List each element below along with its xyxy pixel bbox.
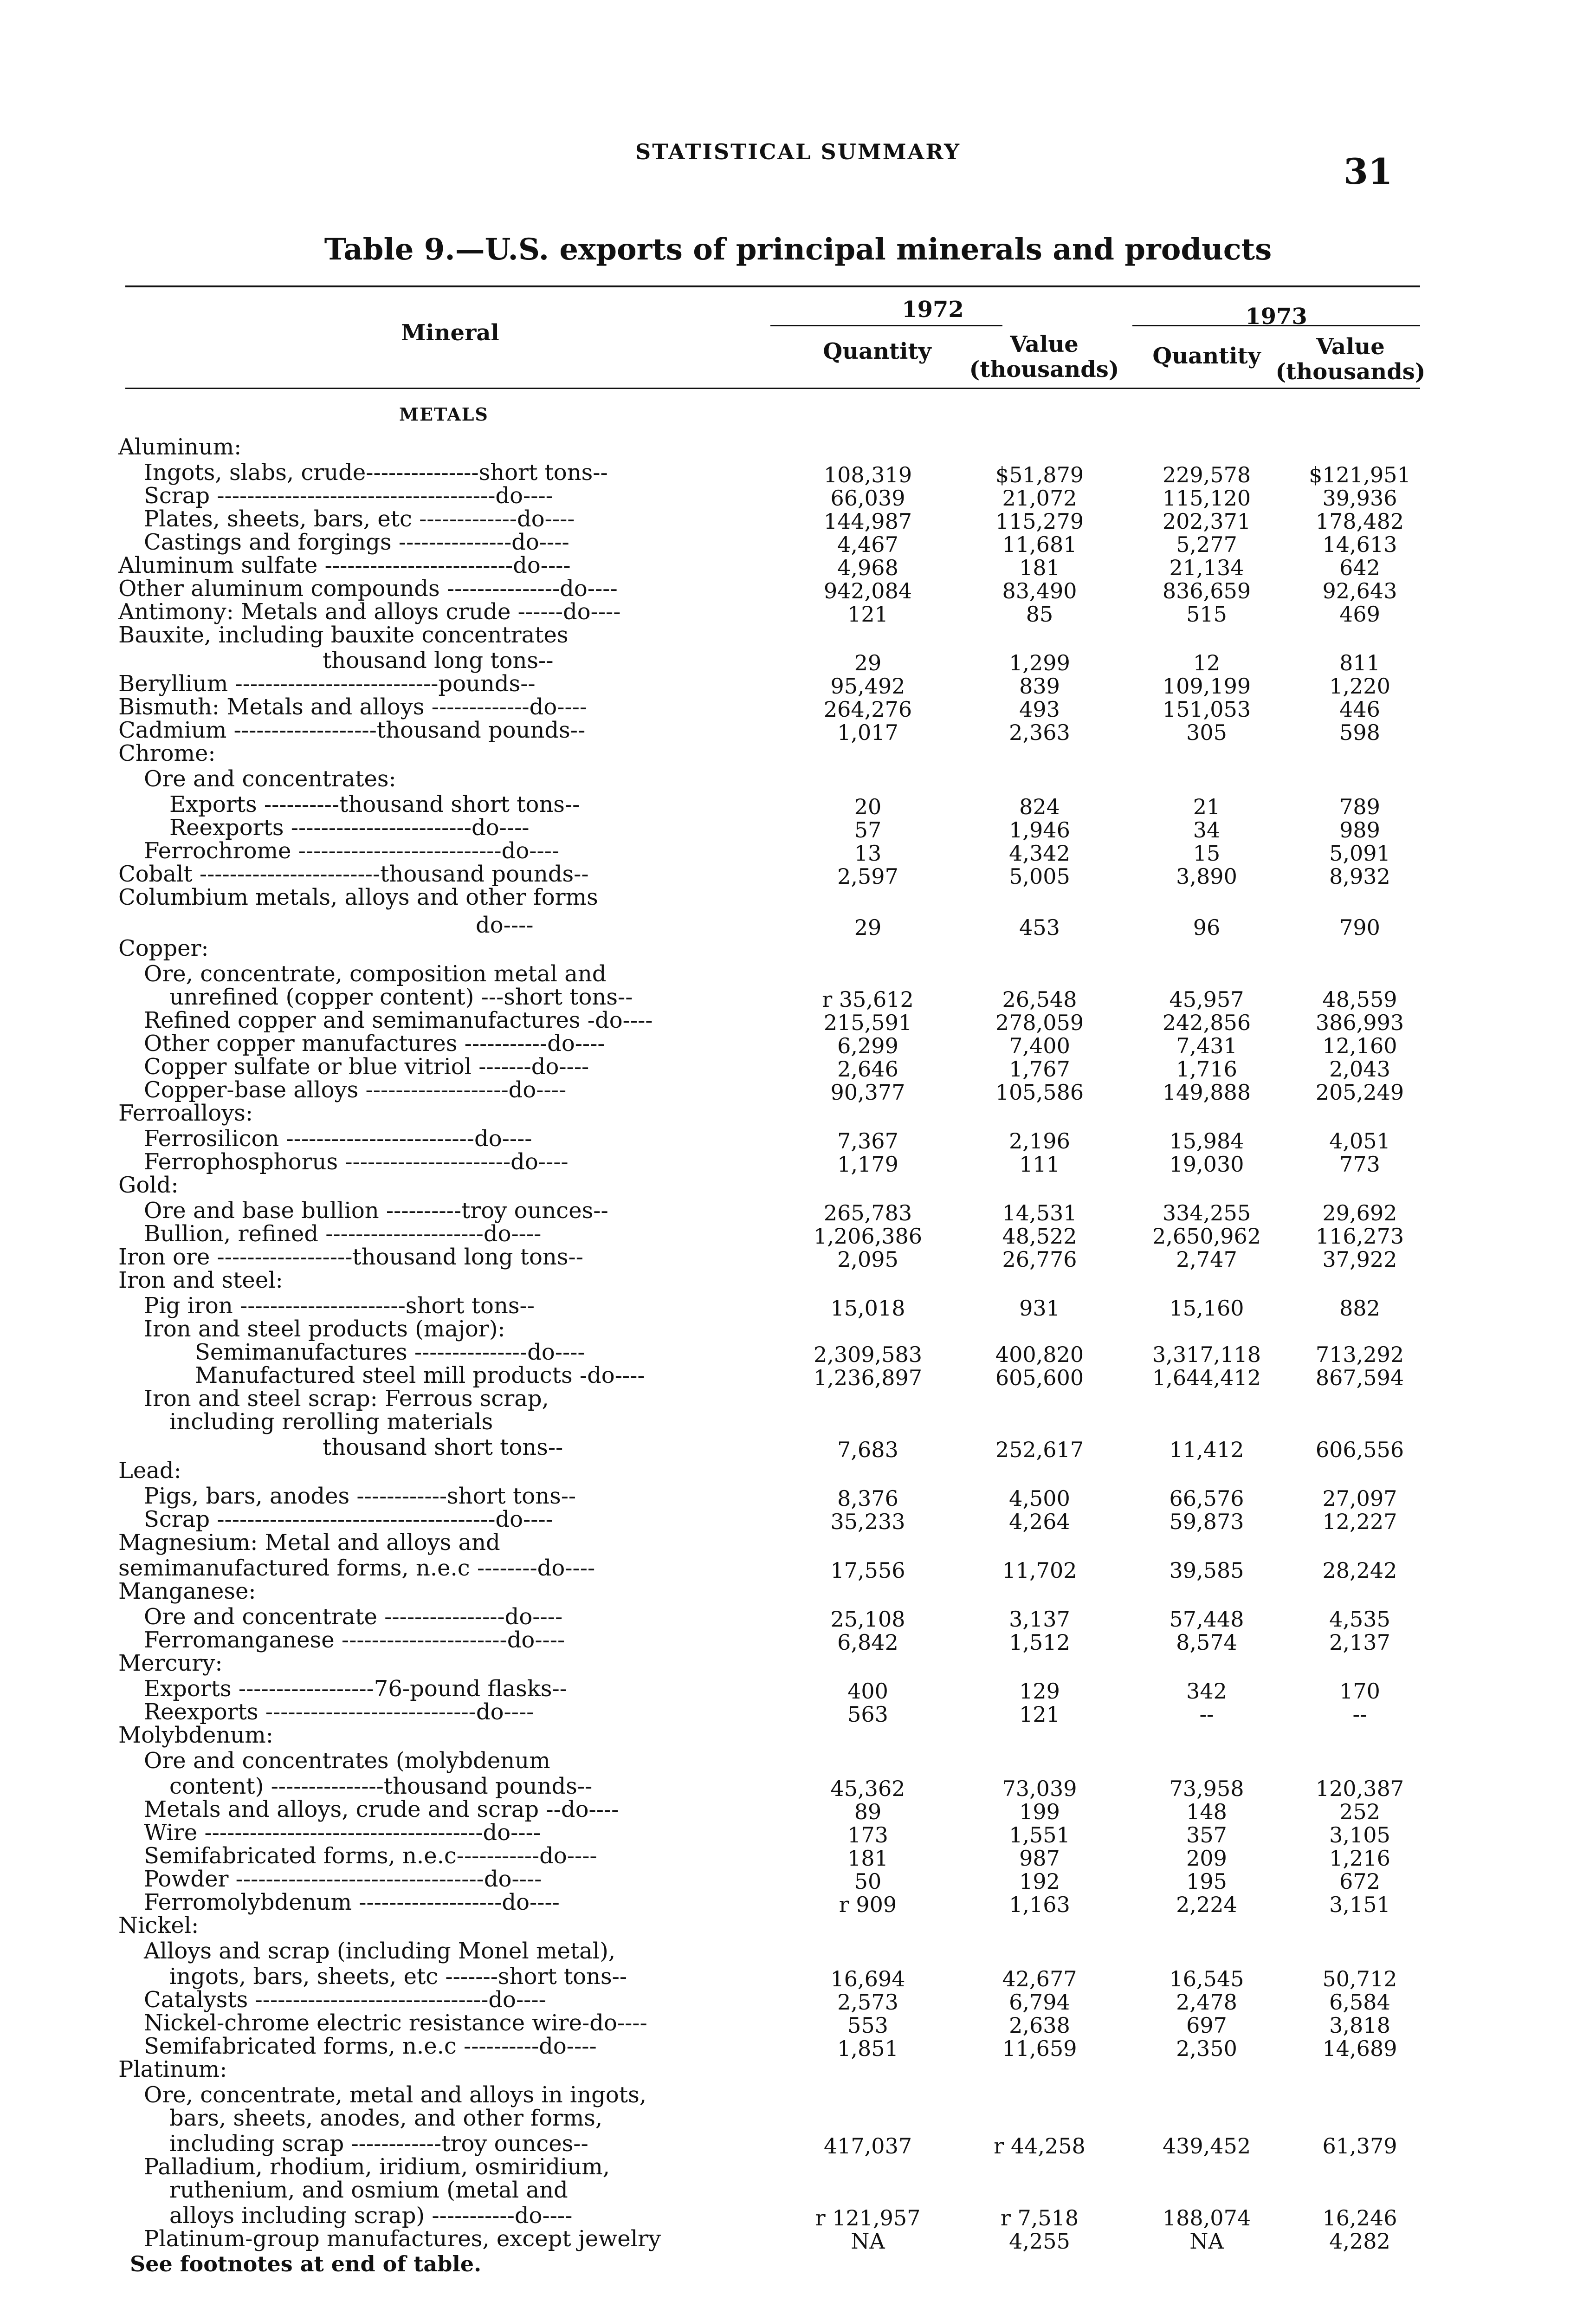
cell-v72: 21,072 xyxy=(1002,486,1077,511)
cell-q73: 19,030 xyxy=(1169,1152,1244,1177)
cell-v72: r 7,518 xyxy=(1000,2205,1079,2230)
cell-v73: 3,105 xyxy=(1329,1822,1390,1848)
cell-q72: 215,591 xyxy=(823,1010,912,1035)
cell-v73: 29,692 xyxy=(1322,1200,1397,1225)
cell-q72: 4,968 xyxy=(837,555,898,580)
cell-q73: 149,888 xyxy=(1162,1080,1251,1105)
cell-q73: 15,984 xyxy=(1169,1128,1244,1154)
cell-q72: 17,556 xyxy=(830,1558,905,1583)
cell-q72: 6,299 xyxy=(837,1033,898,1058)
cell-v73: 386,993 xyxy=(1315,1010,1404,1035)
cell-q73: 45,957 xyxy=(1169,987,1244,1012)
row-label: Ferrophosphorus ----------------------do---- xyxy=(144,1149,569,1175)
cell-q72: r 35,612 xyxy=(822,987,914,1012)
cell-v72: 4,255 xyxy=(1009,2229,1070,2254)
cell-v72: 931 xyxy=(1019,1296,1060,1321)
row-label: Ore and base bullion ----------troy ounces-- xyxy=(144,1198,608,1224)
cell-q73: 334,255 xyxy=(1162,1200,1251,1225)
row-label: Ferrosilicon -------------------------do---- xyxy=(144,1126,532,1152)
row-label: Copper-base alloys -------------------do---- xyxy=(144,1077,567,1103)
row-label: Semifabricated forms, n.e.c ----------do---- xyxy=(144,2033,597,2059)
cell-q72: 2,309,583 xyxy=(813,1342,923,1367)
cell-q72: 50 xyxy=(854,1869,882,1894)
row-label: ingots, bars, sheets, etc -------short tons-- xyxy=(169,1964,627,1990)
row-label: Ferromanganese ----------------------do---- xyxy=(144,1627,565,1653)
cell-q73: NA xyxy=(1189,2229,1224,2254)
row-label: Nickel: xyxy=(118,1913,199,1938)
row-label: Nickel-chrome electric resistance wire-do---- xyxy=(144,2010,647,2036)
cell-q72: 45,362 xyxy=(830,1776,905,1801)
cell-v72: 26,548 xyxy=(1002,987,1077,1012)
row-label: Aluminum sulfate -------------------------do---- xyxy=(118,552,571,578)
cell-v72: 6,794 xyxy=(1009,1990,1070,2015)
row-label: Ore and concentrates: xyxy=(144,766,396,792)
row-label: Mercury: xyxy=(118,1650,223,1676)
cell-v73: 37,922 xyxy=(1322,1247,1397,1272)
cell-v72: 839 xyxy=(1019,674,1060,699)
cell-q72: r 909 xyxy=(839,1892,897,1917)
cell-q72: 2,597 xyxy=(837,864,898,889)
cell-q72: 8,376 xyxy=(837,1486,898,1511)
cell-q73: 73,958 xyxy=(1169,1776,1244,1801)
row-label: Reexports ------------------------do---- xyxy=(169,815,530,841)
cell-q72: 553 xyxy=(847,2013,888,2038)
cell-v73: -- xyxy=(1352,1702,1367,1727)
row-label: including scrap ------------troy ounces-- xyxy=(169,2131,588,2157)
cell-q72: 66,039 xyxy=(830,486,905,511)
cell-v73: 50,712 xyxy=(1322,1966,1397,1991)
row-label: Cobalt ------------------------thousand pounds-- xyxy=(118,861,589,887)
running-head: STATISTICAL SUMMARY xyxy=(635,139,961,164)
cell-v72: r 44,258 xyxy=(994,2133,1086,2159)
cell-v72: 14,531 xyxy=(1002,1200,1077,1225)
cell-q73: 3,317,118 xyxy=(1152,1342,1261,1367)
row-label: Manganese: xyxy=(118,1578,256,1604)
cell-v72: 1,551 xyxy=(1009,1822,1070,1848)
cell-v72: 105,586 xyxy=(995,1080,1084,1105)
row-label: Ore and concentrate ----------------do---- xyxy=(144,1604,563,1630)
cell-v73: 882 xyxy=(1339,1296,1380,1321)
cell-q73: 2,478 xyxy=(1176,1990,1237,2015)
cell-q72: 57 xyxy=(854,817,882,843)
row-label: Bullion, refined ---------------------do---- xyxy=(144,1221,542,1247)
cell-q72: 20 xyxy=(854,794,882,819)
cell-v73: 12,227 xyxy=(1322,1509,1397,1534)
row-label: Scrap -------------------------------------do---- xyxy=(144,483,553,509)
cell-v73: 642 xyxy=(1339,555,1380,580)
cell-v73: 5,091 xyxy=(1329,841,1390,866)
cell-q73: 16,545 xyxy=(1169,1966,1244,1991)
row-label: Plates, sheets, bars, etc -------------do---- xyxy=(144,506,575,532)
cell-v72: 83,490 xyxy=(1002,578,1077,603)
cell-v73: 1,216 xyxy=(1329,1846,1390,1871)
cell-q72: 25,108 xyxy=(830,1607,905,1632)
cell-q73: 151,053 xyxy=(1162,697,1251,722)
section-heading: METALS xyxy=(399,404,489,425)
cell-v72: 278,059 xyxy=(995,1010,1084,1035)
row-label: Copper: xyxy=(118,935,209,961)
cell-q73: 305 xyxy=(1186,720,1227,745)
cell-q72: 2,573 xyxy=(837,1990,898,2015)
cell-v72: 181 xyxy=(1019,555,1060,580)
row-label: Pig iron ----------------------short tons-- xyxy=(144,1293,535,1319)
cell-q73: 109,199 xyxy=(1162,674,1251,699)
cell-v72: 4,342 xyxy=(1009,841,1070,866)
row-label: Aluminum: xyxy=(118,434,242,460)
row-label: including rerolling materials xyxy=(169,1409,493,1435)
header-bottom-rule xyxy=(125,388,1420,389)
cell-v72: 400,820 xyxy=(995,1342,1084,1367)
cell-q73: 195 xyxy=(1186,1869,1227,1894)
row-label: unrefined (copper content) ---short tons-- xyxy=(169,984,633,1010)
cell-q73: 21,134 xyxy=(1169,555,1244,580)
page-number: 31 xyxy=(1344,151,1393,192)
cell-v73: 867,594 xyxy=(1315,1365,1404,1390)
cell-v72: 1,946 xyxy=(1009,817,1070,843)
cell-q73: 515 xyxy=(1186,602,1227,627)
row-label: Ore and concentrates (molybdenum xyxy=(144,1748,550,1774)
cell-v73: 61,379 xyxy=(1322,2133,1397,2159)
quantity-1973-header: Quantity xyxy=(1152,343,1261,369)
row-label: Semimanufactures ---------------do---- xyxy=(195,1339,585,1365)
cell-q73: 59,873 xyxy=(1169,1509,1244,1534)
cell-v72: 2,196 xyxy=(1009,1128,1070,1154)
cell-v72: 1,299 xyxy=(1009,650,1070,675)
value-1972-header: Value (thousands) xyxy=(969,331,1119,383)
cell-q73: 15,160 xyxy=(1169,1296,1244,1321)
cell-q73: 1,716 xyxy=(1176,1057,1237,1082)
cell-q73: 229,578 xyxy=(1162,462,1251,487)
cell-v72: 1,163 xyxy=(1009,1892,1070,1917)
cell-q73: 697 xyxy=(1186,2013,1227,2038)
cell-v73: 8,932 xyxy=(1329,864,1390,889)
cell-v73: 1,220 xyxy=(1329,674,1390,699)
cell-v73: 811 xyxy=(1339,650,1380,675)
cell-v73: 4,535 xyxy=(1329,1607,1390,1632)
cell-v73: 6,584 xyxy=(1329,1990,1390,2015)
cell-q72: 265,783 xyxy=(823,1200,912,1225)
cell-v72: 121 xyxy=(1019,1702,1060,1727)
cell-q72: NA xyxy=(851,2229,885,2254)
row-label: Scrap -------------------------------------do---- xyxy=(144,1506,553,1532)
cell-v72: 5,005 xyxy=(1009,864,1070,889)
row-label: Metals and alloys, crude and scrap --do---- xyxy=(144,1796,619,1822)
row-label: thousand short tons-- xyxy=(323,1434,563,1460)
cell-q72: 2,646 xyxy=(837,1057,898,1082)
cell-v73: 92,643 xyxy=(1322,578,1397,603)
cell-q72: 6,842 xyxy=(837,1630,898,1655)
row-label: Magnesium: Metal and alloys and xyxy=(118,1530,500,1556)
cell-q73: 96 xyxy=(1193,915,1221,940)
row-label: Ore, concentrate, metal and alloys in ingots, xyxy=(144,2082,646,2108)
cell-v73: 469 xyxy=(1339,602,1380,627)
cell-q72: 563 xyxy=(847,1702,888,1727)
row-label: Ferromolybdenum -------------------do---- xyxy=(144,1889,560,1915)
cell-q72: 95,492 xyxy=(830,674,905,699)
cell-q73: 202,371 xyxy=(1162,509,1251,534)
cell-q73: 115,120 xyxy=(1162,486,1251,511)
cell-q73: 2,747 xyxy=(1176,1247,1237,1272)
row-label: Other copper manufactures -----------do---- xyxy=(144,1031,605,1057)
row-label: Molybdenum: xyxy=(118,1722,273,1748)
cell-v72: $51,879 xyxy=(995,462,1084,487)
cell-v72: 4,264 xyxy=(1009,1509,1070,1534)
cell-q73: 148 xyxy=(1186,1799,1227,1824)
row-label: ruthenium, and osmium (metal and xyxy=(169,2177,568,2203)
cell-v72: 252,617 xyxy=(995,1437,1084,1462)
cell-q72: 4,467 xyxy=(837,532,898,557)
cell-q72: 90,377 xyxy=(830,1080,905,1105)
cell-v72: 11,659 xyxy=(1002,2036,1077,2061)
cell-q72: 16,694 xyxy=(830,1966,905,1991)
cell-q73: 242,856 xyxy=(1162,1010,1251,1035)
cell-v72: 73,039 xyxy=(1002,1776,1077,1801)
cell-v72: 987 xyxy=(1019,1846,1060,1871)
cell-v72: 42,677 xyxy=(1002,1966,1077,1991)
row-label: Castings and forgings ---------------do---- xyxy=(144,529,569,555)
cell-v72: 11,681 xyxy=(1002,532,1077,557)
cell-v73: 178,482 xyxy=(1315,509,1404,534)
cell-q72: 1,017 xyxy=(837,720,898,745)
row-label: bars, sheets, anodes, and other forms, xyxy=(169,2105,603,2131)
cell-v73: 713,292 xyxy=(1315,1342,1404,1367)
cell-q72: 264,276 xyxy=(823,697,912,722)
cell-v72: 605,600 xyxy=(995,1365,1084,1390)
cell-q72: 15,018 xyxy=(830,1296,905,1321)
cell-v73: 606,556 xyxy=(1315,1437,1404,1462)
cell-q72: 108,319 xyxy=(823,462,912,487)
cell-v72: 1,767 xyxy=(1009,1057,1070,1082)
cell-q72: 400 xyxy=(847,1679,888,1704)
row-label: Powder ---------------------------------do---- xyxy=(144,1866,542,1892)
cell-v72: 26,776 xyxy=(1002,1247,1077,1272)
cell-v73: 3,818 xyxy=(1329,2013,1390,2038)
row-label: Iron and steel products (major): xyxy=(144,1316,505,1342)
cell-q73: 209 xyxy=(1186,1846,1227,1871)
row-label: do---- xyxy=(476,912,534,938)
row-label: thousand long tons-- xyxy=(323,648,554,674)
cell-q72: 7,367 xyxy=(837,1128,898,1154)
cell-v72: 111 xyxy=(1019,1152,1060,1177)
mineral-column-header: Mineral xyxy=(401,320,499,346)
cell-v73: 4,051 xyxy=(1329,1128,1390,1154)
cell-q72: 181 xyxy=(847,1846,888,1871)
year-1972-header: 1972 xyxy=(902,297,964,323)
cell-q73: 1,644,412 xyxy=(1152,1365,1261,1390)
cell-v72: 192 xyxy=(1019,1869,1060,1894)
cell-v72: 11,702 xyxy=(1002,1558,1077,1583)
row-label: Bismuth: Metals and alloys -------------do---- xyxy=(118,694,588,720)
cell-v72: 115,279 xyxy=(995,509,1084,534)
cell-q73: 439,452 xyxy=(1162,2133,1251,2159)
cell-q73: -- xyxy=(1199,1702,1214,1727)
row-label: Beryllium ---------------------------pounds-- xyxy=(118,671,536,697)
row-label: Refined copper and semimanufactures -do---- xyxy=(144,1007,653,1033)
cell-v72: 824 xyxy=(1019,794,1060,819)
cell-q72: 35,233 xyxy=(830,1509,905,1534)
cell-v72: 1,512 xyxy=(1009,1630,1070,1655)
cell-v73: 3,151 xyxy=(1329,1892,1390,1917)
row-label: Columbium metals, alloys and other forms xyxy=(118,884,598,910)
cell-q72: 13 xyxy=(854,841,882,866)
cell-v72: 85 xyxy=(1026,602,1053,627)
row-label: Alloys and scrap (including Monel metal), xyxy=(144,1938,616,1964)
cell-v72: 453 xyxy=(1019,915,1060,940)
cell-q72: 417,037 xyxy=(823,2133,912,2159)
row-label: Ore, concentrate, composition metal and xyxy=(144,961,607,987)
cell-q73: 57,448 xyxy=(1169,1607,1244,1632)
cell-q72: 1,236,897 xyxy=(813,1365,923,1390)
row-label: Bauxite, including bauxite concentrates xyxy=(118,622,569,648)
cell-v73: 598 xyxy=(1339,720,1380,745)
row-label: Gold: xyxy=(118,1172,179,1198)
cell-q73: 342 xyxy=(1186,1679,1227,1704)
cell-v73: 170 xyxy=(1339,1679,1380,1704)
cell-v73: $121,951 xyxy=(1309,462,1411,487)
year-1973-header: 1973 xyxy=(1245,304,1307,330)
top-rule xyxy=(125,285,1420,287)
row-label: content) ---------------thousand pounds-- xyxy=(169,1773,593,1799)
row-label: Iron and steel: xyxy=(118,1267,283,1293)
row-label: Chrome: xyxy=(118,740,216,766)
row-label: alloys including scrap) -----------do---- xyxy=(169,2203,573,2229)
cell-v72: 493 xyxy=(1019,697,1060,722)
cell-v73: 2,043 xyxy=(1329,1057,1390,1082)
row-label: Iron ore ------------------thousand long tons-- xyxy=(118,1244,583,1270)
row-label: Copper sulfate or blue vitriol -------do---- xyxy=(144,1054,589,1080)
cell-v73: 773 xyxy=(1339,1152,1380,1177)
table-title: Table 9.—U.S. exports of principal minerals and products xyxy=(324,232,1272,267)
cell-v73: 116,273 xyxy=(1315,1224,1404,1249)
cell-q73: 2,650,962 xyxy=(1152,1224,1261,1249)
cell-q73: 66,576 xyxy=(1169,1486,1244,1511)
cell-v73: 14,689 xyxy=(1322,2036,1397,2061)
cell-q72: 29 xyxy=(854,650,882,675)
cell-q73: 11,412 xyxy=(1169,1437,1244,1462)
row-label: Manufactured steel mill products -do---- xyxy=(195,1362,645,1388)
row-label: Antimony: Metals and alloys crude ------do---- xyxy=(118,599,621,625)
cell-q73: 15 xyxy=(1193,841,1221,866)
cell-v73: 2,137 xyxy=(1329,1630,1390,1655)
cell-v73: 252 xyxy=(1339,1799,1380,1824)
row-label: semimanufactured forms, n.e.c --------do---- xyxy=(118,1555,595,1581)
cell-v72: 199 xyxy=(1019,1799,1060,1824)
cell-q73: 357 xyxy=(1186,1822,1227,1848)
cell-q73: 34 xyxy=(1193,817,1221,843)
quantity-1972-header: Quantity xyxy=(823,338,931,364)
cell-v73: 48,559 xyxy=(1322,987,1397,1012)
cell-q73: 8,574 xyxy=(1176,1630,1237,1655)
cell-v72: 4,500 xyxy=(1009,1486,1070,1511)
cell-q72: 1,206,386 xyxy=(813,1224,923,1249)
cell-v73: 989 xyxy=(1339,817,1380,843)
value-1973-header: Value (thousands) xyxy=(1275,334,1426,385)
cell-q73: 39,585 xyxy=(1169,1558,1244,1583)
cell-q73: 7,431 xyxy=(1176,1033,1237,1058)
cell-v73: 12,160 xyxy=(1322,1033,1397,1058)
cell-q72: 7,683 xyxy=(837,1437,898,1462)
cell-v72: 2,363 xyxy=(1009,720,1070,745)
cell-v72: 7,400 xyxy=(1009,1033,1070,1058)
row-label: Ferrochrome ---------------------------do---- xyxy=(144,838,560,864)
cell-q72: 144,987 xyxy=(823,509,912,534)
cell-q72: 1,851 xyxy=(837,2036,898,2061)
cell-v73: 205,249 xyxy=(1315,1080,1404,1105)
cell-q73: 836,659 xyxy=(1162,578,1251,603)
cell-v73: 27,097 xyxy=(1322,1486,1397,1511)
row-label: Iron and steel scrap: Ferrous scrap, xyxy=(144,1386,549,1412)
row-label: Ingots, slabs, crude---------------short tons-- xyxy=(144,460,608,486)
cell-q72: 1,179 xyxy=(837,1152,898,1177)
cell-v73: 39,936 xyxy=(1322,486,1397,511)
cell-v73: 28,242 xyxy=(1322,1558,1397,1583)
cell-v73: 120,387 xyxy=(1315,1776,1404,1801)
cell-v73: 446 xyxy=(1339,697,1380,722)
year-rule-1972 xyxy=(770,325,1002,326)
cell-v73: 672 xyxy=(1339,1869,1380,1894)
row-label: Cadmium -------------------thousand pounds-- xyxy=(118,717,586,743)
cell-v73: 16,246 xyxy=(1322,2205,1397,2230)
cell-v72: 3,137 xyxy=(1009,1607,1070,1632)
row-label: Lead: xyxy=(118,1458,181,1484)
cell-q73: 21 xyxy=(1193,794,1221,819)
row-label: Exports ------------------76-pound flasks-- xyxy=(144,1676,567,1702)
cell-q72: 173 xyxy=(847,1822,888,1848)
cell-v72: 48,522 xyxy=(1002,1224,1077,1249)
row-label: Exports ----------thousand short tons-- xyxy=(169,791,580,817)
row-label: Palladium, rhodium, iridium, osmiridium, xyxy=(144,2154,610,2180)
cell-q72: 29 xyxy=(854,915,882,940)
cell-q72: 121 xyxy=(847,602,888,627)
row-label: Catalysts -------------------------------do---- xyxy=(144,1987,546,2013)
row-label: Other aluminum compounds ---------------do---- xyxy=(118,576,618,602)
cell-q73: 3,890 xyxy=(1176,864,1237,889)
cell-v73: 4,282 xyxy=(1329,2229,1390,2254)
cell-q73: 2,350 xyxy=(1176,2036,1237,2061)
row-label: Pigs, bars, anodes ------------short tons-- xyxy=(144,1483,576,1509)
cell-v73: 790 xyxy=(1339,915,1380,940)
cell-q73: 2,224 xyxy=(1176,1892,1237,1917)
cell-q72: 2,095 xyxy=(837,1247,898,1272)
cell-v73: 14,613 xyxy=(1322,532,1397,557)
cell-v73: 789 xyxy=(1339,794,1380,819)
cell-q73: 188,074 xyxy=(1162,2205,1251,2230)
cell-q73: 5,277 xyxy=(1176,532,1237,557)
cell-v72: 129 xyxy=(1019,1679,1060,1704)
row-label: Wire -------------------------------------do---- xyxy=(144,1820,541,1846)
row-label: Ferroalloys: xyxy=(118,1100,253,1126)
row-label: Platinum-group manufactures, except jewelry xyxy=(144,2226,661,2252)
cell-q72: 89 xyxy=(854,1799,882,1824)
cell-q72: 942,084 xyxy=(823,578,912,603)
footnote: See footnotes at end of table. xyxy=(130,2251,482,2276)
cell-v72: 2,638 xyxy=(1009,2013,1070,2038)
cell-q72: r 121,957 xyxy=(815,2205,921,2230)
row-label: Reexports ----------------------------do---- xyxy=(144,1699,534,1725)
row-label: Semifabricated forms, n.e.c-----------do---- xyxy=(144,1843,597,1869)
row-label: Platinum: xyxy=(118,2056,227,2082)
cell-q73: 12 xyxy=(1193,650,1221,675)
